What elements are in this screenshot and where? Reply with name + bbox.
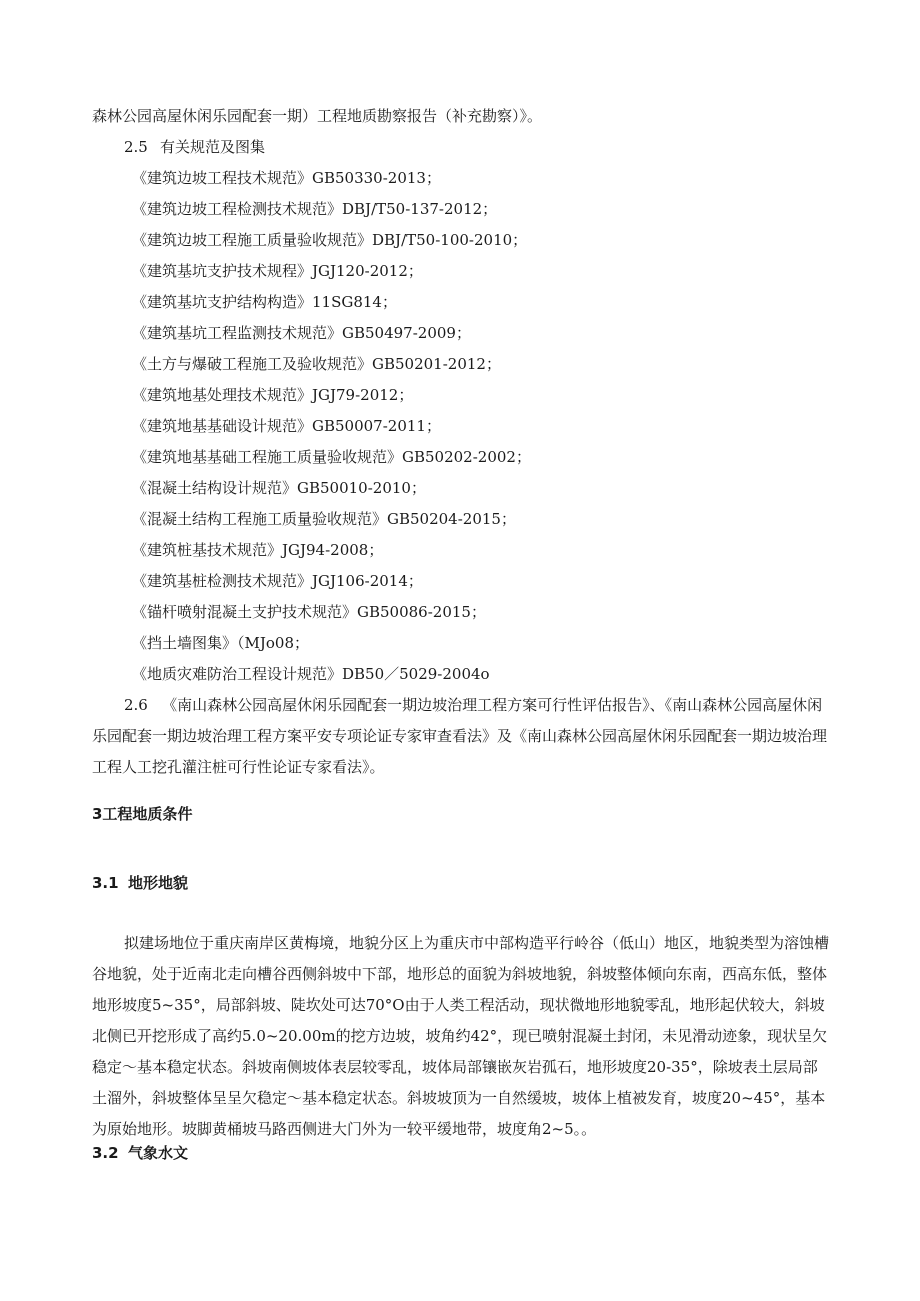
reference-item: 《地质灾难防治工程设计规范》DB50／5029-2004o	[132, 665, 490, 683]
reference-item: 《挡土墙图集》（MJo08；	[132, 634, 309, 652]
reference-item: 《混凝土结构工程施工质量验收规范》GB50204-2015；	[132, 510, 516, 528]
reference-item: 《锚杆喷射混凝土支护技术规范》GB50086-2015；	[132, 603, 486, 621]
section-2-5-number: 2.5	[124, 138, 148, 156]
section-2-6-paragraph	[92, 690, 832, 783]
section-3-1-paragraph: 拟建场地位于重庆南岸区黄梅境，地貌分区上为重庆市中部构造平行岭谷（低山）地区，地貌类型为溶蚀槽谷地貌，处于近南北走向槽谷西侧斜坡中下部，地形总的面貌为斜坡地貌，斜坡整体倾向东南，西高东低，整体地形坡度5~35°，局部斜坡、陡坎处可达70°O由于人类工程活动，现状微地形地貌零乱，地形起伏较大，斜坡北侧已开挖形成了高约5.0~20.00m的挖方边坡，坡角约42°，现已喷射混凝土封闭，未见滑动迹象，现状呈欠稳定～基本稳定状态。斜坡南侧坡体表层较零乱，坡体局部镶嵌灰岩孤石，地形坡度20-35°，除坡表土层局部土溜外，斜坡整体呈呈欠稳定～基本稳定状态。斜坡坡顶为一自然缓坡，坡体上植被发育，坡度20~45°，基本为原始地形。坡脚黄桶坡马路西侧进大门外为一较平缓地带，坡度角2~5。。	[92, 934, 830, 1138]
reference-item: 《建筑基坑工程监测技术规范》GB50497-2009；	[132, 324, 471, 342]
section-2-6-number: 2.6	[124, 696, 148, 714]
section-3-heading: 3工程地质条件	[92, 805, 193, 823]
reference-item: 《建筑基桩检测技术规范》JGJ106-2014；	[132, 572, 423, 590]
intro-tail-text: 森林公园高屋休闲乐园配套一期）工程地质勘察报告（补充勘察）》。	[92, 107, 543, 125]
reference-item: 《建筑基坑支护技术规程》JGJ120-2012；	[132, 262, 423, 280]
section-3-1-heading	[92, 873, 188, 893]
section-3-2-number: 3.2	[92, 1144, 119, 1162]
section-3-1-number: 3.1	[92, 874, 119, 892]
section-3-2-heading	[92, 1143, 188, 1163]
reference-item: 《建筑地基基础工程施工质量验收规范》GB50202-2002；	[132, 448, 531, 466]
reference-item: 《建筑桩基技术规范》JGJ94-2008；	[132, 541, 384, 559]
section-2-6-text: 《南山森林公园高屋休闲乐园配套一期边坡治理工程方案可行性评估报告》、《南山森林公园高屋休闲乐园配套一期边坡治理工程方案平安专项论证专家审查看法》及《南山森林公园高屋休闲乐园配套一期边坡治理工程人工挖孔灌注桩可行性论证专家看法》。	[92, 696, 828, 776]
reference-item: 《建筑边坡工程施工质量验收规范》DBJ/T50-100-2010；	[132, 231, 528, 249]
reference-item: 《建筑地基基础设计规范》GB50007-2011；	[132, 417, 441, 435]
reference-item: 《土方与爆破工程施工及验收规范》GB50201-2012；	[132, 355, 501, 373]
section-3-2-title: 气象水文	[128, 1144, 189, 1162]
section-2-5-title: 有关规范及图集	[160, 138, 266, 156]
reference-item: 《建筑地基处理技术规范》JGJ79-2012；	[132, 386, 414, 404]
reference-item: 《混凝土结构设计规范》GB50010-2010；	[132, 479, 426, 497]
reference-item: 《建筑边坡工程技术规范》GB50330-2013；	[132, 169, 441, 187]
section-3-1-title: 地形地貌	[128, 874, 189, 892]
reference-item: 《建筑边坡工程检测技术规范》DBJ/T50-137-2012；	[132, 200, 498, 218]
reference-item: 《建筑基坑支护结构构造》11SG814；	[132, 293, 397, 311]
section-2-5-heading	[124, 137, 265, 157]
